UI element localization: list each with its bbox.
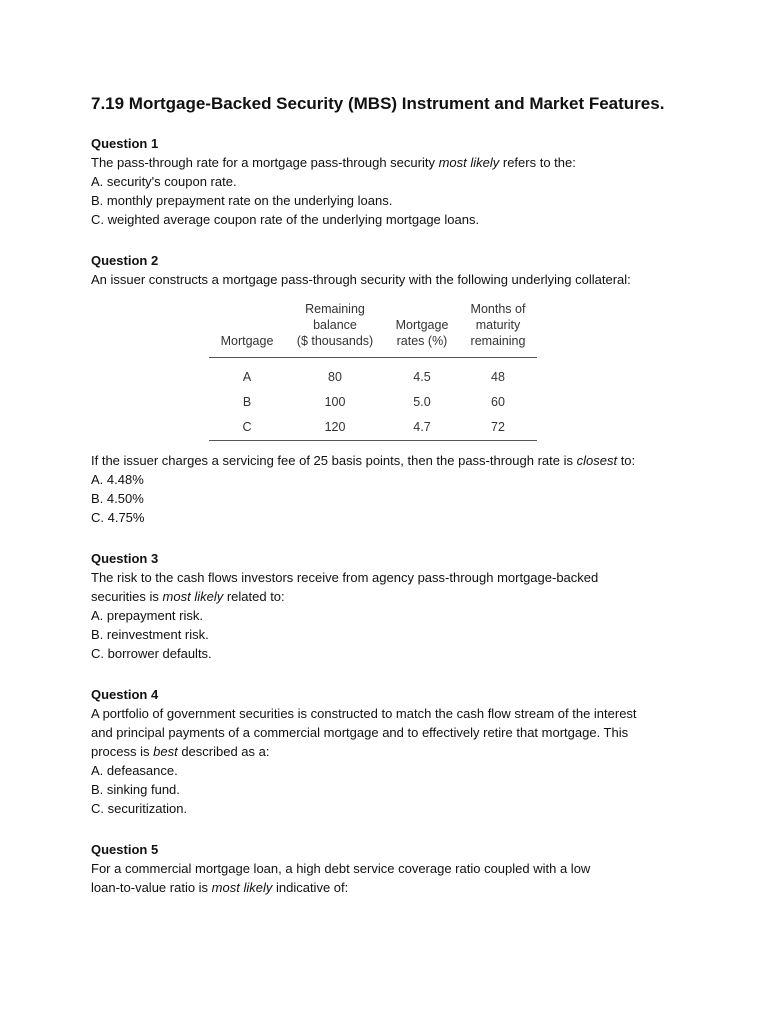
collateral-table — [209, 301, 537, 441]
cell-balance: 120 — [285, 414, 385, 441]
stem-text: If the issuer charges a servicing fee of 25 basis points, then the pass-through rate is — [91, 453, 577, 468]
collateral-table-wrap — [91, 293, 691, 443]
section-title: 7.19 Mortgage-Backed Security (MBS) Instrument and Market Features. — [91, 94, 665, 113]
question-stem-line: For a commercial mortgage loan, a high debt service coverage ratio coupled with a low — [91, 861, 591, 876]
cell-months: 60 — [491, 395, 505, 409]
stem-text: The pass-through rate for a mortgage pass-through security — [91, 155, 439, 170]
stem-text: indicative of: — [272, 880, 349, 895]
question-4 — [91, 685, 691, 818]
cell-rate: 4.7 — [385, 414, 459, 441]
question-stem — [91, 878, 691, 897]
answer-option: A. 4.48% — [91, 472, 144, 487]
answer-option: C. 4.75% — [91, 510, 145, 525]
cell-mortgage: A — [242, 370, 252, 384]
stem-emphasis: best — [153, 744, 178, 759]
question-stem-line: and principal payments of a commercial mortgage and to effectively retire that mortgage. This — [91, 725, 629, 740]
cell-rate: 4.5 — [413, 370, 431, 384]
table-header-row — [209, 301, 537, 358]
stem-emphasis: most likely — [162, 589, 224, 604]
cell-months: 48 — [491, 370, 505, 384]
question-1 — [91, 134, 691, 229]
question-2 — [91, 251, 691, 527]
answer-option: C. securitization. — [91, 801, 188, 816]
answer-option: C. weighted average coupon rate of the underlying mortgage loans. — [91, 212, 480, 227]
question-intro: An issuer constructs a mortgage pass-through security with the following underlying collateral: — [91, 272, 631, 287]
question-5 — [91, 840, 691, 897]
stem-text: related to: — [223, 589, 285, 604]
table-row — [209, 414, 537, 441]
cell-balance: 100 — [324, 395, 346, 409]
header-balance: Remaining balance ($ thousands) — [285, 301, 385, 358]
question-heading: Question 3 — [91, 551, 159, 566]
table-row — [209, 389, 537, 414]
stem-text: securities is — [91, 589, 163, 604]
document-content — [91, 92, 691, 897]
cell-balance: 80 — [328, 370, 342, 384]
answer-option: B. 4.50% — [91, 491, 144, 506]
stem-text: loan-to-value ratio is — [91, 880, 212, 895]
question-stem-line: A portfolio of government securities is constructed to match the cash flow stream of the interest — [91, 706, 637, 721]
answer-option: B. sinking fund. — [91, 782, 180, 797]
header-mortgage: Mortgage — [209, 301, 285, 358]
stem-text: to: — [617, 453, 636, 468]
answer-option: A. security's coupon rate. — [91, 174, 237, 189]
stem-emphasis: closest — [576, 453, 618, 468]
header-rates: Mortgage rates (%) — [385, 301, 459, 358]
question-stem — [91, 742, 691, 761]
answer-option: B. reinvestment risk. — [91, 627, 209, 642]
question-heading: Question 1 — [91, 136, 159, 151]
cell-mortgage: B — [242, 395, 252, 409]
question-stem — [91, 587, 691, 606]
stem-text: refers to the: — [499, 155, 576, 170]
stem-emphasis: most likely — [211, 880, 273, 895]
question-stem-line: The risk to the cash flows investors receive from agency pass-through mortgage-backed — [91, 570, 599, 585]
question-stem — [91, 153, 691, 172]
stem-text: described as a: — [177, 744, 270, 759]
stem-text: process is — [91, 744, 154, 759]
question-stem — [91, 451, 691, 470]
question-3 — [91, 549, 691, 663]
stem-emphasis: most likely — [438, 155, 500, 170]
cell-months: 72 — [459, 414, 537, 441]
answer-option: C. borrower defaults. — [91, 646, 212, 661]
question-heading: Question 5 — [91, 842, 159, 857]
header-months: Months of maturity remaining — [459, 301, 537, 358]
answer-option: A. prepayment risk. — [91, 608, 203, 623]
question-heading: Question 4 — [91, 687, 159, 702]
cell-rate: 5.0 — [413, 395, 431, 409]
cell-mortgage: C — [209, 414, 285, 441]
answer-option: A. defeasance. — [91, 763, 178, 778]
table-row — [209, 358, 537, 390]
question-heading: Question 2 — [91, 253, 159, 268]
answer-option: B. monthly prepayment rate on the underlying loans. — [91, 193, 393, 208]
